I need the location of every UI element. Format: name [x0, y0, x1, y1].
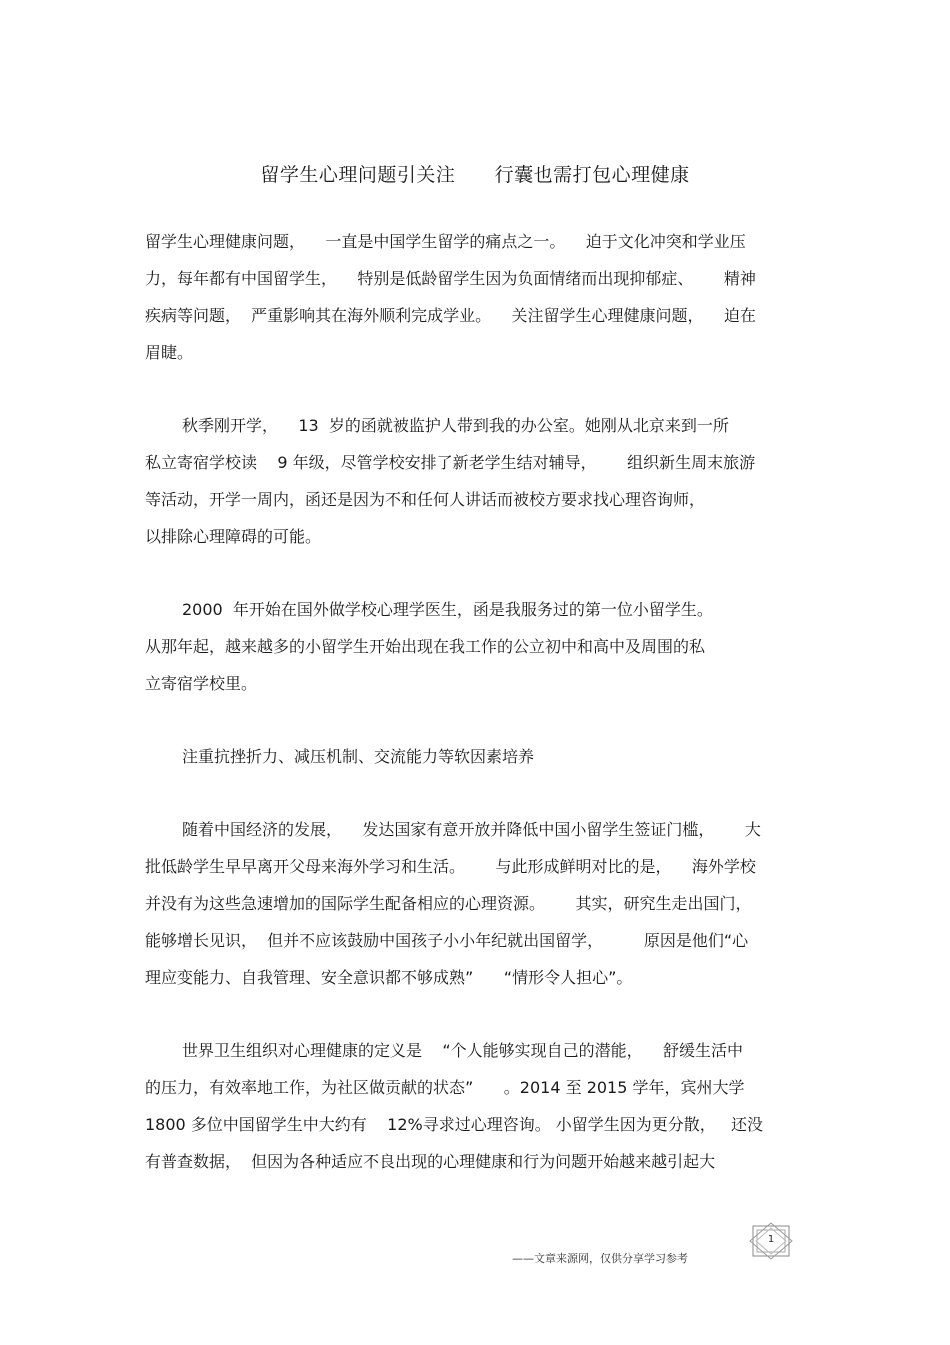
text-line: 眉睫。 — [145, 343, 194, 362]
text-line: 等活动，开学一周内，函还是因为不和任何人讲话而被校方要求找心理咨询师， — [145, 490, 706, 509]
text-line: 并没有为这些急速增加的国际学生配备相应的心理资源。 其实，研究生走出国门， — [145, 894, 752, 913]
text-line: 秋季刚开学， 13 岁的函就被监护人带到我的办公室。她刚从北京来到一所 — [182, 416, 729, 435]
paragraph-gap — [145, 371, 805, 407]
text-line: 注重抗挫折力、减压机制、交流能力等软因素培养 — [182, 747, 535, 766]
document-title: 留学生心理问题引关注 行囊也需打包心理健康 — [260, 164, 690, 186]
page-number: 1 — [767, 1234, 775, 1245]
text-line: 私立寄宿学校读 9 年级，尽管学校安排了新老学生结对辅导， 组织新生周末旅游 — [145, 453, 756, 472]
text-line: 立寄宿学校里。 — [145, 674, 258, 693]
text-line: 有普查数据， 但因为各种适应不良出现的心理健康和行为问题开始越来越引起大 — [145, 1152, 716, 1171]
text-line: 留学生心理健康问题， 一直是中国学生留学的痛点之一。 迫于文化冲突和学业压 — [145, 232, 746, 251]
paragraph — [145, 591, 805, 702]
document-body — [145, 223, 805, 1180]
paragraph-gap — [145, 996, 805, 1032]
text-line: 世界卫生组织对心理健康的定义是 “个人能够实现自己的潜能， 舒缓生活中 — [182, 1041, 743, 1060]
text-line: 能够增长见识， 但并不应该鼓励中国孩子小小年纪就出国留学， 原因是他们“心 — [145, 931, 749, 950]
paragraph — [145, 811, 805, 996]
text-line: 力，每年都有中国留学生， 特别是低龄留学生因为负面情绪而出现抑郁症、 精神 — [145, 269, 756, 288]
paragraph — [145, 223, 805, 371]
paragraph-gap — [145, 775, 805, 811]
text-line: 从那年起，越来越多的小留学生开始出现在我工作的公立初中和高中及周围的私 — [145, 637, 706, 656]
text-line: 的压力，有效率地工作，为社区做贡献的状态” 。2014 至 2015 学年，宾州大学 — [145, 1078, 745, 1097]
paragraph — [145, 407, 805, 555]
text-line: 2000 年开始在国外做学校心理学医生，函是我服务过的第一位小留学生。 — [182, 600, 713, 619]
footer-text: ——文章来源网，仅供分享学习参考 — [512, 1252, 688, 1265]
footer-note — [0, 1250, 950, 1266]
paragraph — [145, 738, 805, 775]
text-line: 随着中国经济的发展， 发达国家有意开放并降低中国小留学生签证门槛， 大 — [182, 820, 761, 839]
paragraph-gap — [145, 702, 805, 738]
text-line: 理应变能力、自我管理、安全意识都不够成熟” “情形令人担心”。 — [145, 968, 633, 987]
text-line: 以排除心理障碍的可能。 — [145, 527, 322, 546]
paragraph-gap — [145, 555, 805, 591]
text-line: 批低龄学生早早离开父母来海外学习和生活。 与此形成鲜明对比的是， 海外学校 — [145, 857, 756, 876]
paragraph — [145, 1032, 805, 1180]
text-line: 疾病等问题， 严重影响其在海外顺利完成学业。 关注留学生心理健康问题， 迫在 — [145, 306, 756, 325]
text-line: 1800 多位中国留学生中大约有 12%寻求过心理咨询。 小留学生因为更分散， 还没 — [145, 1115, 764, 1134]
